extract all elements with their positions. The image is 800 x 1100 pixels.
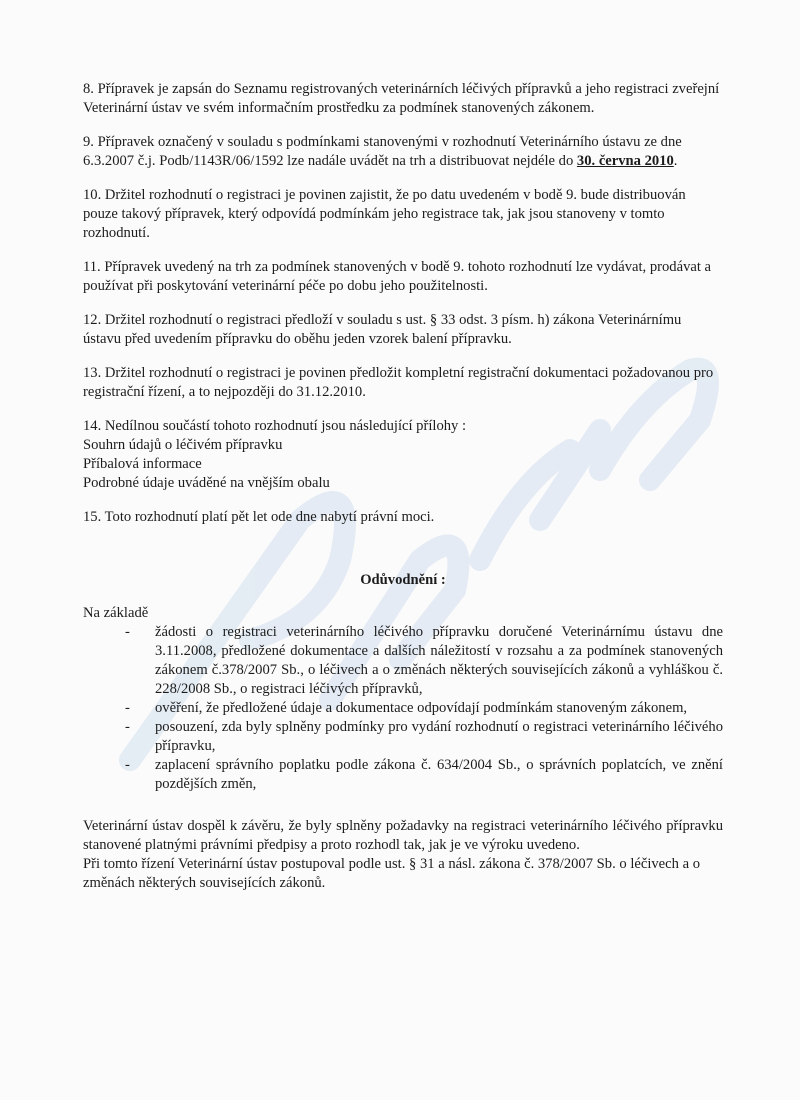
justification-procedure: Při tomto řízení Veterinární ústav postupoval podle ust. § 31 a násl. zákona č. 378/2007 Sb. o léčivech a o změnách některých souvisejících zákonů. [83, 856, 700, 891]
annex-item: Příbalová informace [83, 456, 202, 472]
item-15: 15. Toto rozhodnutí platí pět let ode dne nabytí právní moci. [83, 509, 435, 525]
justification-heading: Odůvodnění : [360, 572, 446, 588]
list-item [125, 623, 723, 699]
item-13: 13. Držitel rozhodnutí o registraci je povinen předložit kompletní registrační dokumentaci požadovanou pro registrační řízení, a to nejpozději do 31.12.2010. [83, 365, 714, 400]
bullet-dash: - [125, 700, 130, 716]
list-item-text: ověření, že předložené údaje a dokumentace odpovídají podmínkám stanoveným zákonem, [155, 700, 688, 716]
justification-conclusion: Veterinární ústav dospěl k závěru, že byly splněny požadavky na registraci veterinárního léčivého přípravku stanovené platnými právními předpisy a proto rozhodl tak, jak je ve výroku uvedeno. [83, 818, 723, 853]
list-item [125, 718, 723, 756]
item-14 [83, 417, 723, 493]
item-14-text: 14. Nedílnou součástí tohoto rozhodnutí jsou následující přílohy : [83, 418, 467, 434]
item-8: 8. Přípravek je zapsán do Seznamu registrovaných veterinárních léčivých přípravků a jeho registraci zveřejní Veterinární ústav ve svém informačním prostředku za podmínek stanovených zákonem. [83, 81, 720, 116]
list-item [125, 756, 723, 794]
item-9-deadline: 30. června 2010 [576, 153, 674, 169]
item-9-text: 9. Přípravek označený v souladu s podmínkami stanovenými v rozhodnutí Veterinárního ústavu ze dne 6.3.2007 č.j. Podb/1143R/06/1592 lze nadále uvádět na trh a distribuovat nejdéle do [83, 134, 682, 169]
list-item-text: posouzení, zda byly splněny podmínky pro vydání rozhodnutí o registraci veterinárního léčivého přípravku, [155, 719, 723, 754]
annex-item: Souhrn údajů o léčivém přípravku [83, 437, 283, 453]
justification-intro: Na základě [83, 605, 149, 621]
document-body [83, 80, 723, 893]
list-item [125, 699, 723, 718]
justification-list [83, 623, 723, 794]
list-item-text: zaplacení správního poplatku podle zákona č. 634/2004 Sb., o správních poplatcích, ve znění pozdějších změn, [155, 757, 723, 792]
item-11: 11. Přípravek uvedený na trh za podmínek stanovených v bodě 9. tohoto rozhodnutí lze vydávat, prodávat a používat při poskytování veterinární péče po dobu jeho použitelnosti. [83, 259, 712, 294]
bullet-dash: - [125, 757, 130, 773]
item-12: 12. Držitel rozhodnutí o registraci předloží v souladu s ust. § 33 odst. 3 písm. h) zákona Veterinárnímu ústavu před uvedením přípravku do oběhu jeden vzorek balení přípravku. [83, 312, 682, 347]
list-item-text: žádosti o registraci veterinárního léčivého přípravku doručené Veterinárnímu ústavu dne 3.11.2008, předložené dokumentace a dalších náležitostí v rozsahu a za podmínek stanovených zákonem č.378/2007 Sb., o léčivech a o změnách některých souvisejících zákonů a vyhláškou č. 228/2008 Sb., o registraci léčivých přípravků, [155, 624, 723, 697]
annex-item: Podrobné údaje uváděné na vnějším obalu [83, 475, 330, 491]
item-9 [83, 133, 723, 171]
bullet-dash: - [125, 719, 130, 735]
item-9-end: . [673, 153, 678, 169]
item-10: 10. Držitel rozhodnutí o registraci je povinen zajistit, že po datu uvedeném v bodě 9. bude distribuován pouze takový přípravek, který odpovídá podmínkám jeho registrace tak, jak jsou stanoveny v tomto rozhodnutí. [83, 187, 686, 241]
bullet-dash: - [125, 624, 130, 640]
